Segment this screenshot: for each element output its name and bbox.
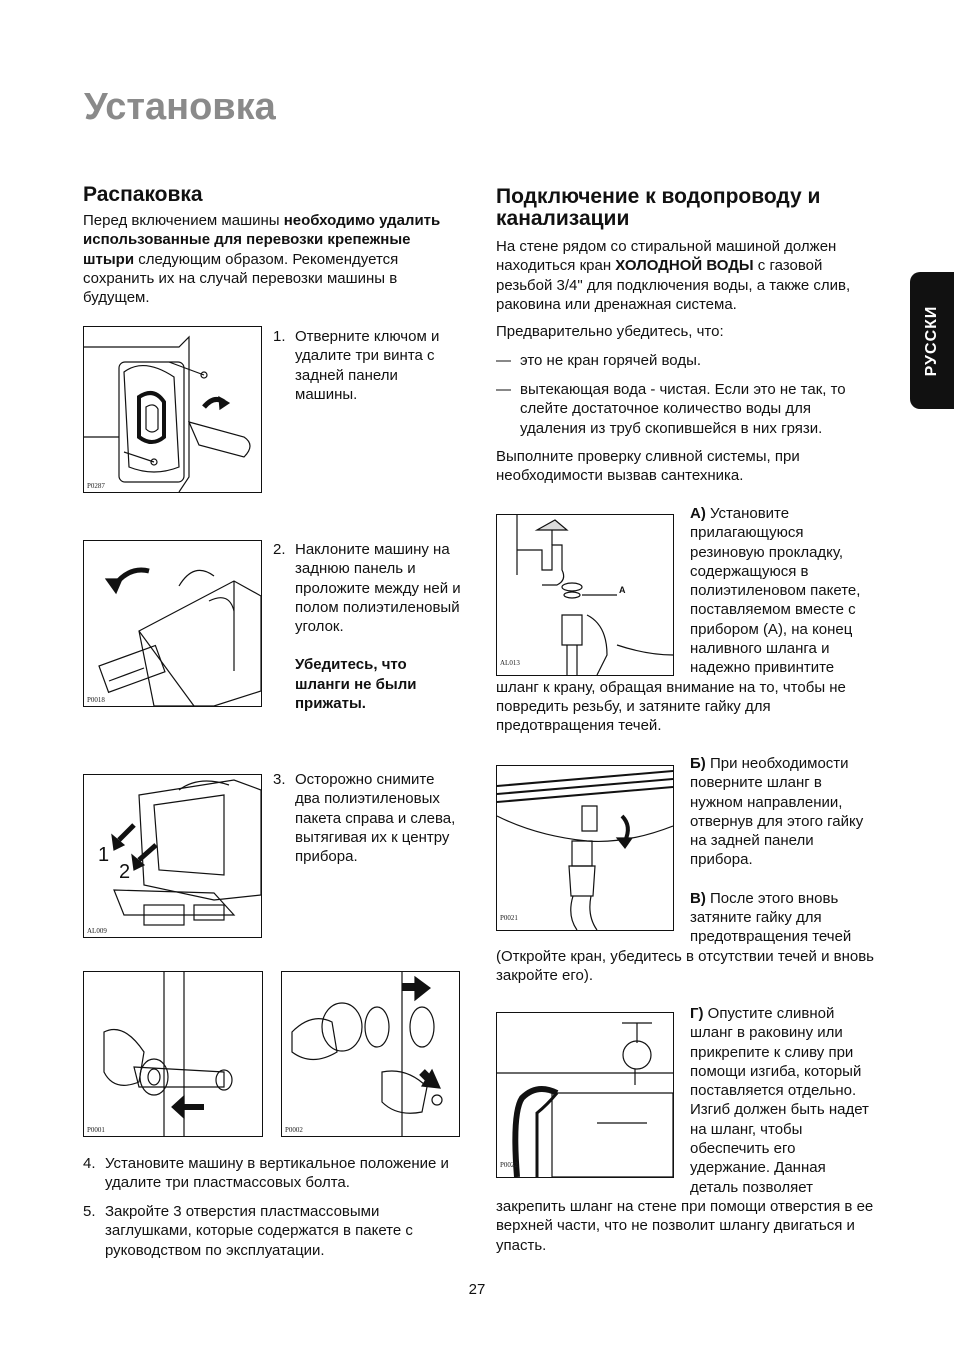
figure-label-1: 1 xyxy=(98,844,110,866)
figure-insert-caps xyxy=(281,971,460,1137)
step-5: 5. Закройте 3 отверстия пластмассовыми заглушками, которые содержатся в пакете с руководством по эксплуатации. xyxy=(83,1203,413,1259)
language-tab xyxy=(910,272,954,409)
step-1: 1. Отверните ключом и удалите три винта с задней панели машины. xyxy=(273,328,440,403)
unpacking-heading: Распаковка xyxy=(83,183,203,206)
figure-hose-rotate xyxy=(496,765,674,931)
figure-faucet-gasket xyxy=(496,514,674,676)
figure-code: P0002 xyxy=(285,1126,303,1134)
figure-remove-bags xyxy=(83,774,262,938)
drain-check: Выполните проверку сливной системы, при необходимости вызвав сантехника. xyxy=(496,448,800,485)
figure-code: AL009 xyxy=(87,927,107,935)
figure-drain-hose xyxy=(496,1012,674,1178)
callout-a: A xyxy=(619,585,626,595)
step-2: 2. Наклоните машину на заднюю панель и проложите между ней и полом полиэтиленовый уголок. Убедитесь, что шланги не были прижаты. xyxy=(273,540,463,713)
hoses-warning: Убедитесь, что шланги не были прижаты. xyxy=(295,656,417,713)
figure-code: P0018 xyxy=(87,696,105,704)
section-a: A AL013 А) Установите прилагающуюся резиновую прокладку, содержащуюся в полиэтиленовом пакете, поставляемом вместе с прибором (А), на конец наливного шланга и надежно привинтите шланг к крану, обращая внимание на то, чтобы не повредить резьбу, и затяните гайку для предотвращения течей. xyxy=(496,505,861,735)
unpacking-intro: Перед включением машины необходимо удалить использованные для перевозки крепежные штыри следующим образом. Рекомендуется сохранить их на случай перевозки машины в будущем. xyxy=(83,212,441,307)
figure-code: AL013 xyxy=(500,658,520,667)
check-item-2: — вытекающая вода - чистая. Если это не так, то слейте достаточное количество воды для удаления из труб скопившейся в них грязи. xyxy=(496,381,846,437)
figure-code: P0001 xyxy=(87,1126,105,1134)
figure-tilt-machine xyxy=(83,540,262,707)
figure-code: P0022 xyxy=(500,1160,518,1169)
figure-remove-screws xyxy=(83,326,262,493)
section-b: P0021 Б) При необходимости поверните шланг в нужном направлении, отвернув для этого гайку на задней панели прибора. В) После этого вновь затяните гайку для предотвращения течей (Откройте кран, убедитесь в отсутствии течей и вновь закройте его). xyxy=(496,755,874,984)
step-3: 3. Осторожно снимите два полиэтиленовых пакета справа и слева, вытягивая их к центру прибора. xyxy=(273,771,456,866)
figure-code: P0021 xyxy=(500,913,518,922)
check-item-1: — это не кран горячей воды. xyxy=(496,352,702,369)
step-4: 4. Установите машину в вертикальное положение и удалите три пластмассовых болта. xyxy=(83,1155,449,1192)
page-title: Установка xyxy=(84,86,276,128)
language-tab-label: РУССКИ xyxy=(923,305,940,376)
figure-remove-bolts xyxy=(83,971,263,1137)
check-intro: Предварительно убедитесь, что: xyxy=(496,323,724,340)
figure-label-2: 2 xyxy=(119,861,131,883)
connection-heading: Подключение к водопроводу и канализации xyxy=(496,185,821,230)
section-g: P0022 Г) Опустите сливной шланг в раковину или прикрепите к сливу при помощи изгиба, который поставляется отдельно. Изгиб должен быть надет на шланг, чтобы обеспечить его удержание. Данная деталь позволяет закрепить шланг на стене при помощи отверстия в ее верхней части, что не позволит шлангу двигаться и упасть. xyxy=(496,1005,874,1254)
page-number: 27 xyxy=(468,1281,486,1298)
figure-code: P0287 xyxy=(87,482,105,490)
connection-intro: На стене рядом со стиральной машиной должен находиться кран ХОЛОДНОЙ ВОДЫ с газовой резьбой 3/4" для подключения воды, а также слив, раковина или дренажная система. xyxy=(496,238,851,313)
